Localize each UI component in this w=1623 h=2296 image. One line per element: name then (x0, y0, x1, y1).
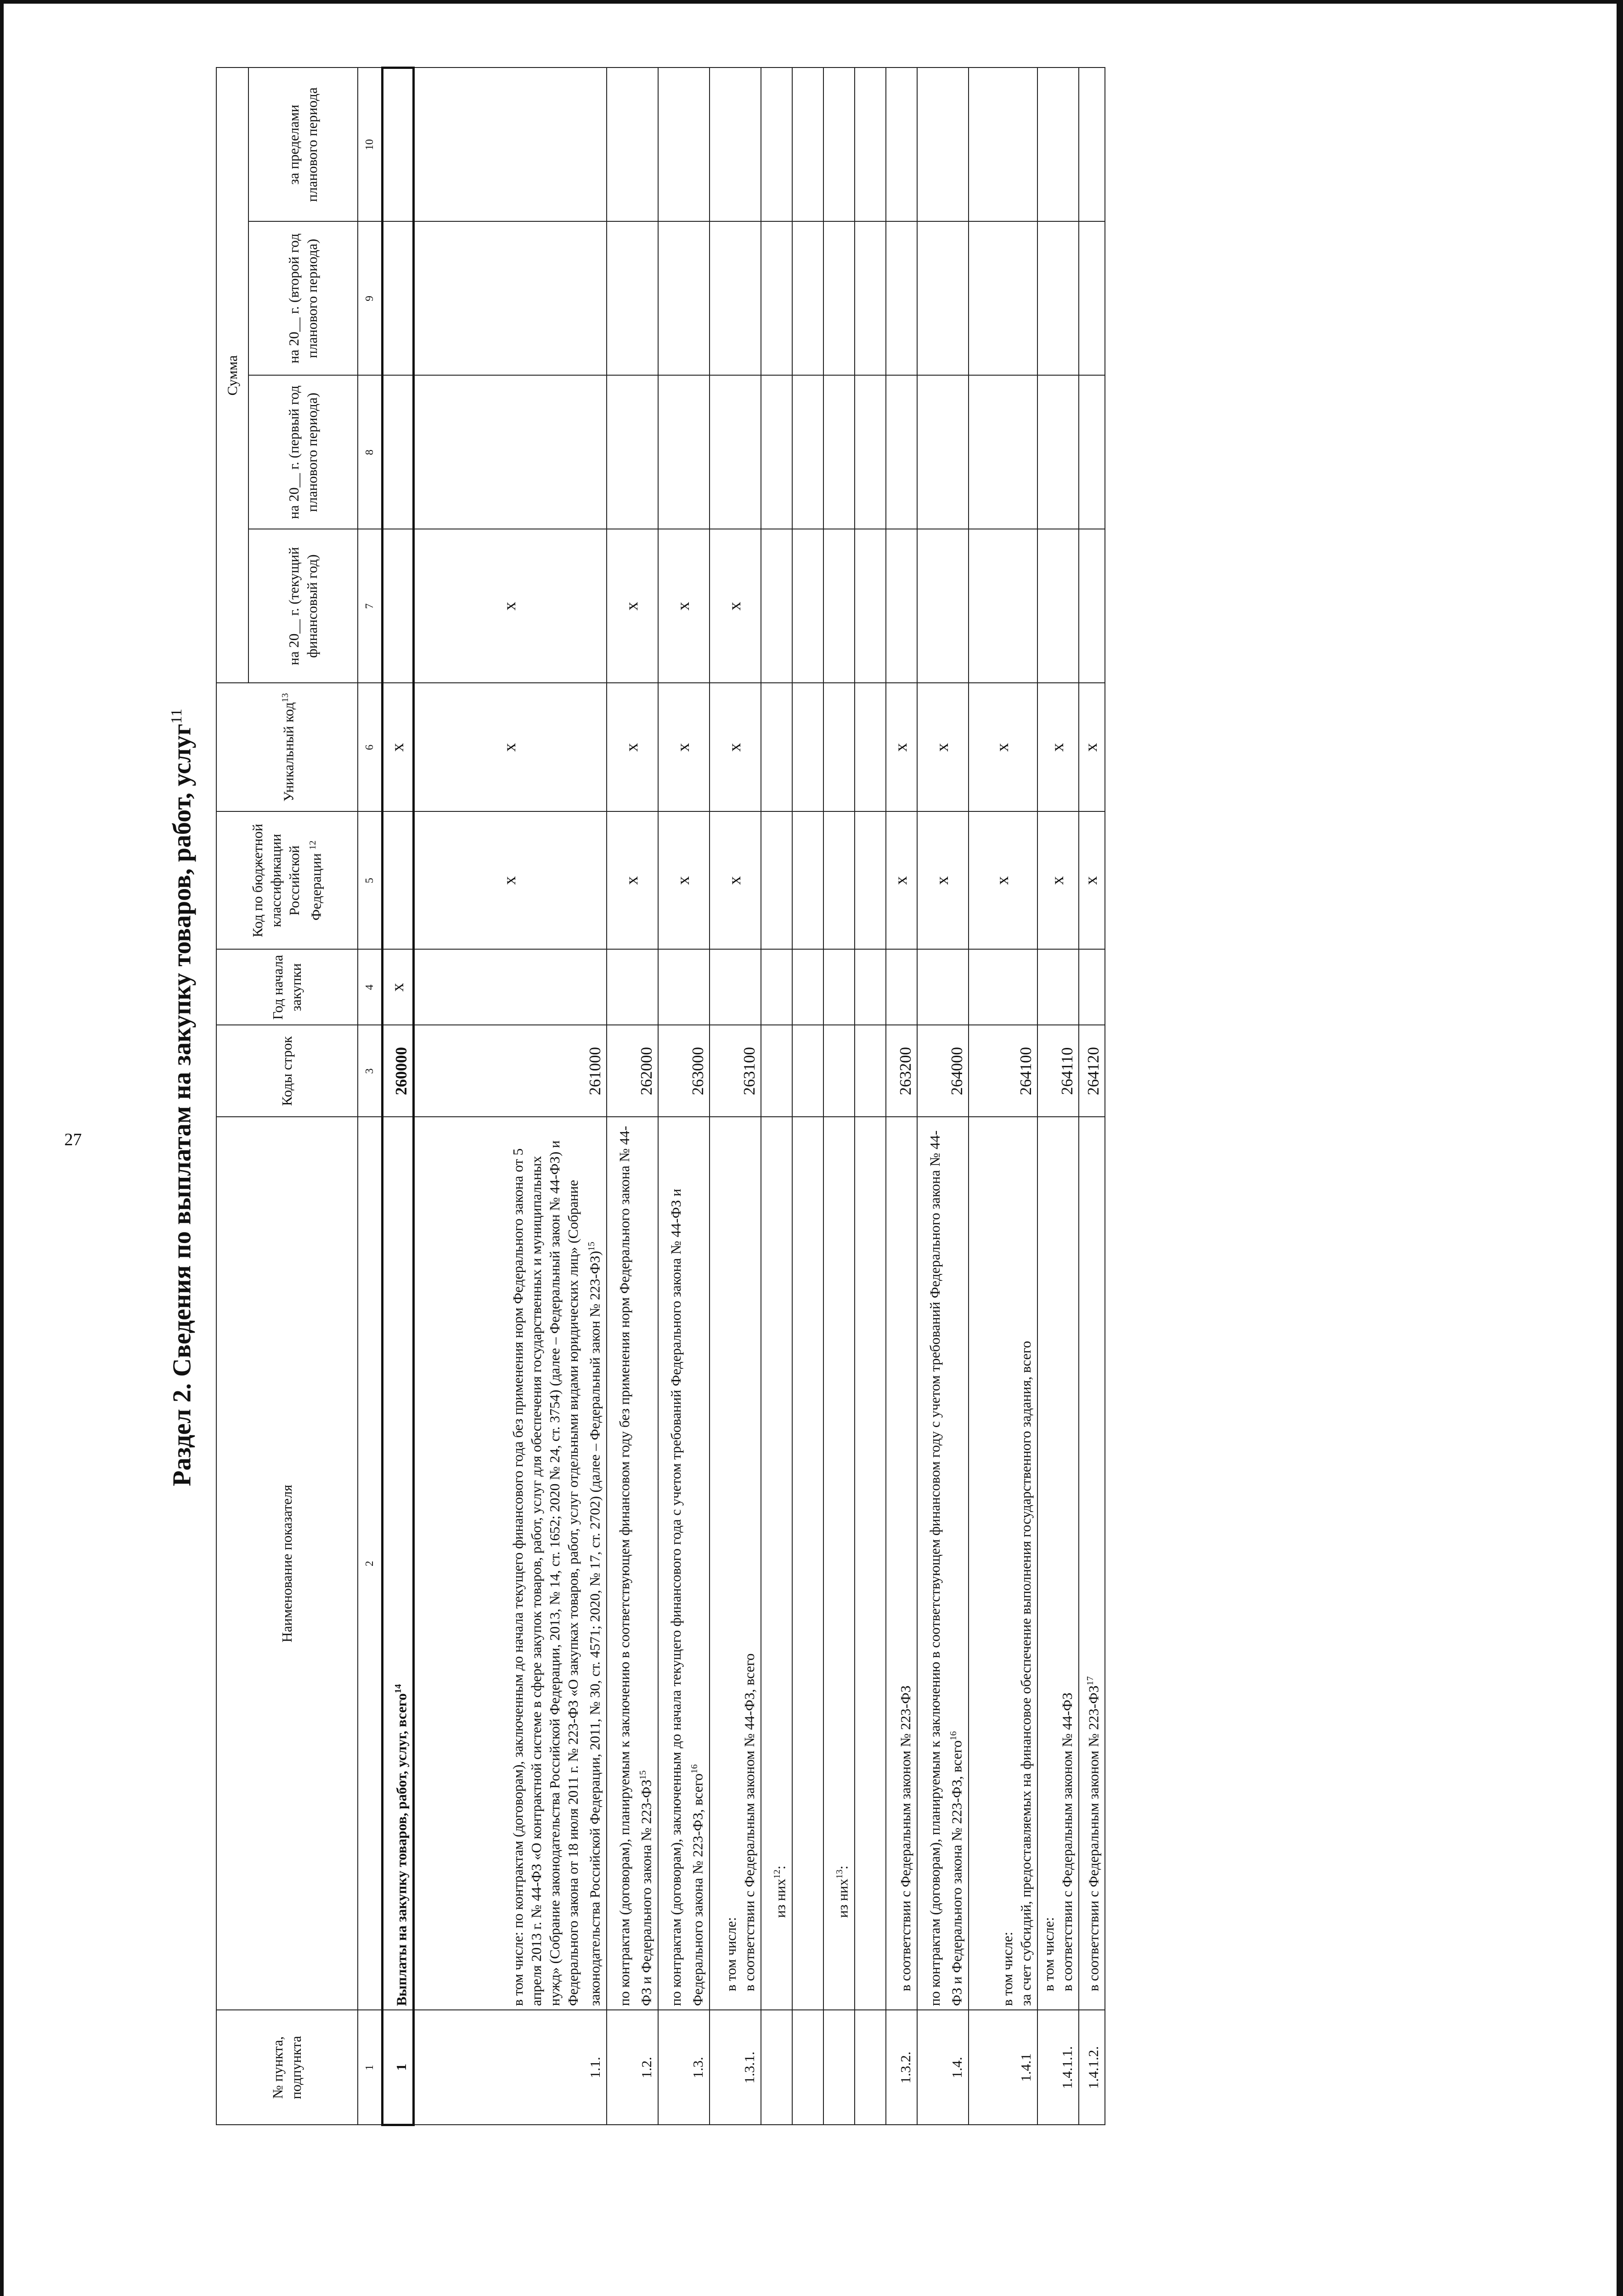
value-cell (1079, 222, 1105, 376)
value-cell (383, 529, 414, 683)
cross-mark: x (622, 876, 642, 885)
column-number: 6 (358, 683, 383, 812)
value-cell (969, 376, 1037, 529)
value-cell (886, 376, 917, 529)
cross-mark: x (673, 743, 693, 752)
value-cell (607, 376, 658, 529)
value-cell (823, 812, 855, 950)
table-row (1037, 68, 1079, 2125)
column-number: 2 (358, 1117, 383, 2010)
footnote-ref: 17 (1085, 1676, 1095, 1686)
header-unique-code: Уникальный код$^{13}$ (216, 683, 358, 812)
not-applicable-mark (886, 812, 917, 950)
indicator-name (917, 1117, 969, 2010)
name-text: в том числе: по контрактам (договорам), заключенным до начала текущего финансового года без применения норм Федерального закона от 5 апреля 2013 г. № 44-ФЗ «О контрактной системе в сфере закупок товаров, работ, услуг для обеспечения государственных и муниципальных нужд» (Собрание законодательства Российской Федерации, 2013, № 14, ст. 1652; 2020 № 24, ст. 3754) (далее – Федеральный закон № 44-ФЗ) и Федерального закона от 18 июля 2011 г. № 223-ФЗ «О закупках товаров, работ, услуг отдельными видами юридических лиц» (Собрание законодательства Российской Федерации, 2011, № 30, ст. 4571; 2020, № 17, ст. 2702) (далее – Федеральный закон № 223-ФЗ) (510, 1140, 603, 2006)
cross-mark: x (1082, 876, 1101, 885)
column-number: 7 (358, 529, 383, 683)
value-cell (1079, 376, 1105, 529)
column-number: 8 (358, 376, 383, 529)
footnote-ref: 15 (638, 1770, 648, 1780)
line-code: 261000 (414, 1025, 607, 1117)
value-cell (710, 222, 761, 376)
footnote-ref: 12 (772, 1869, 783, 1879)
line-code (855, 1025, 886, 1117)
value-cell (886, 529, 917, 683)
item-number (823, 2010, 855, 2125)
table-row (855, 68, 886, 2125)
value-cell (823, 376, 855, 529)
cross-mark: x (673, 602, 693, 611)
indicator-name (607, 1117, 658, 2010)
value-cell (969, 68, 1037, 221)
line-code (792, 1025, 823, 1117)
name-text: по контрактам (договорам), планируемым к заключению в соответствующем финансовом году с учетом требований Федерального закона № 44-ФЗ и Федерального закона № 223-ФЗ, всего (927, 1130, 965, 2006)
value-cell (792, 683, 823, 812)
footnote-ref: 15 (586, 1242, 597, 1251)
line-code: 263200 (886, 1025, 917, 1117)
value-cell (969, 222, 1037, 376)
name-text: по контрактам (договорам), планируемым к заключению в соответствующем финансовом году без применения норм Федерального закона № 44-ФЗ и Федерального закона № 223-ФЗ (616, 1125, 654, 2006)
table-row (969, 68, 1037, 2125)
column-number: 10 (358, 68, 383, 221)
value-cell (1037, 529, 1079, 683)
value-cell (607, 950, 658, 1025)
value-cell (969, 950, 1037, 1025)
cross-mark: x (992, 876, 1012, 885)
item-number: 1.4. (917, 2010, 969, 2125)
value-cell (855, 222, 886, 376)
footnote-ref: 16 (948, 1731, 959, 1741)
value-cell (886, 68, 917, 221)
not-applicable-mark (607, 529, 658, 683)
not-applicable-mark (658, 529, 710, 683)
not-applicable-mark (1079, 812, 1105, 950)
value-cell (823, 529, 855, 683)
not-applicable-mark (383, 950, 414, 1025)
column-number: 3 (358, 1025, 383, 1117)
indicator-name (1079, 1117, 1105, 2010)
footnote-ref: 16 (689, 1764, 700, 1774)
scan-border-right (1617, 0, 1623, 2296)
line-code: 264000 (917, 1025, 969, 1117)
line-code: 262000 (607, 1025, 658, 1117)
header-item-number: № пункта, подпункта (216, 2010, 358, 2125)
value-cell (761, 529, 792, 683)
value-cell (710, 68, 761, 221)
item-number (855, 2010, 886, 2125)
value-cell (886, 950, 917, 1025)
header-beyond-plan: за пределами планового периода (248, 68, 358, 221)
value-cell (761, 222, 792, 376)
column-number: 9 (358, 222, 383, 376)
not-applicable-mark (1037, 683, 1079, 812)
value-cell (383, 812, 414, 950)
value-cell (855, 812, 886, 950)
name-text: из них (834, 1879, 851, 1918)
not-applicable-mark (917, 812, 969, 950)
item-number: 1.3.1. (710, 2010, 761, 2125)
not-applicable-mark (607, 683, 658, 812)
cross-mark: x (500, 602, 520, 611)
table-row (607, 68, 658, 2125)
header-start-year: Год начала закупки (216, 950, 358, 1025)
cross-mark: x (725, 743, 744, 752)
cross-mark: x (388, 983, 407, 992)
not-applicable-mark (969, 812, 1037, 950)
table-row (823, 68, 855, 2125)
table-row (886, 68, 917, 2125)
value-cell (383, 222, 414, 376)
name-prefix: в том числе: (1040, 1917, 1057, 1992)
value-cell (855, 376, 886, 529)
item-number: 1.2. (607, 2010, 658, 2125)
value-cell (855, 950, 886, 1025)
name-text: в соответствии с Федеральным законом № 223-ФЗ (1085, 1685, 1101, 1992)
value-cell (761, 950, 792, 1025)
indicator-name (855, 1117, 886, 2010)
cross-mark: x (673, 876, 693, 885)
title-footnote: 11 (168, 709, 185, 724)
not-applicable-mark (414, 812, 607, 950)
cross-mark: x (388, 743, 407, 752)
value-cell (1037, 950, 1079, 1025)
value-cell (761, 376, 792, 529)
column-number-row (358, 68, 383, 2125)
value-cell (658, 950, 710, 1025)
rotated-page (161, 69, 1548, 2126)
value-cell (917, 376, 969, 529)
item-number: 1.4.1.2. (1079, 2010, 1105, 2125)
not-applicable-mark (383, 683, 414, 812)
line-code: 263100 (710, 1025, 761, 1117)
value-cell (855, 529, 886, 683)
value-cell (761, 812, 792, 950)
line-code: 263000 (658, 1025, 710, 1117)
line-code (823, 1025, 855, 1117)
value-cell (823, 68, 855, 221)
cross-mark: x (725, 876, 744, 885)
value-cell (823, 683, 855, 812)
footnote-ref: 13 (834, 1869, 845, 1879)
header-current-year: на 20__ г. (текущий финансовый год) (248, 529, 358, 683)
item-number: 1.1. (414, 2010, 607, 2125)
header-line-code: Коды строк (216, 1025, 358, 1117)
footnote-ref: 14 (393, 1684, 403, 1694)
indicator-name (383, 1117, 414, 2010)
line-code: 264100 (969, 1025, 1037, 1117)
value-cell (1079, 68, 1105, 221)
column-number: 4 (358, 950, 383, 1025)
page-number: 27 (64, 1130, 82, 1149)
cross-mark: x (932, 876, 952, 885)
header-second-plan-year: на 20__ г. (второй год планового периода) (248, 222, 358, 376)
value-cell (658, 376, 710, 529)
name-text: по контрактам (договорам), заключенным до начала текущего финансового года с учетом требований Федерального закона № 44-ФЗ и Федерального закона № 223-ФЗ, всего (668, 1188, 706, 2006)
scan-border-left (0, 0, 4, 2296)
indicator-name: из них$^{13}$: (823, 1117, 855, 2010)
not-applicable-mark (710, 812, 761, 950)
value-cell (792, 529, 823, 683)
not-applicable-mark (886, 683, 917, 812)
value-cell (1079, 950, 1105, 1025)
value-cell (792, 68, 823, 221)
not-applicable-mark (710, 529, 761, 683)
value-cell (710, 376, 761, 529)
header-budget-code: Код по бюджетной классификации Российской Федерации $^{12}$ (216, 812, 358, 950)
table-row (792, 68, 823, 2125)
value-cell (658, 68, 710, 221)
not-applicable-mark (658, 812, 710, 950)
not-applicable-mark (1079, 683, 1105, 812)
line-code: 260000 (383, 1025, 414, 1117)
cross-mark: x (1048, 743, 1067, 752)
item-number (792, 2010, 823, 2125)
section-title: Раздел 2. Сведения по выплатам на закупку товаров, работ, услуг$^{11}$ (168, 709, 197, 1486)
cross-mark: x (932, 743, 952, 752)
cross-mark: x (891, 743, 911, 752)
cross-mark: x (500, 743, 520, 752)
item-number: 1.4.1 (969, 2010, 1037, 2125)
value-cell (917, 529, 969, 683)
value-cell (1037, 376, 1079, 529)
value-cell (792, 376, 823, 529)
table-row (414, 68, 607, 2125)
value-cell (710, 950, 761, 1025)
value-cell (1037, 222, 1079, 376)
value-cell (1037, 68, 1079, 221)
name-prefix: в том числе: (999, 1931, 1015, 2006)
table-row (1079, 68, 1105, 2125)
item-number: 1.4.1.1. (1037, 2010, 1079, 2125)
value-cell (414, 68, 607, 221)
name-text: из них (772, 1879, 789, 1918)
name-text: в соответствии с Федеральным законом № 44-ФЗ (1059, 1692, 1075, 1992)
item-number: 1.3.2. (886, 2010, 917, 2125)
cross-mark: x (1048, 876, 1067, 885)
column-number: 5 (358, 812, 383, 950)
header-indicator-name: Наименование показателя (216, 1117, 358, 2010)
value-cell (383, 376, 414, 529)
table-row (710, 68, 761, 2125)
value-cell (1079, 529, 1105, 683)
cross-mark: x (891, 876, 911, 885)
not-applicable-mark (710, 683, 761, 812)
value-cell (855, 68, 886, 221)
cross-mark: x (992, 743, 1012, 752)
not-applicable-mark (658, 683, 710, 812)
header-sum-group: Сумма (216, 68, 248, 683)
not-applicable-mark (414, 683, 607, 812)
not-applicable-mark (969, 683, 1037, 812)
value-cell (917, 950, 969, 1025)
value-cell (792, 950, 823, 1025)
not-applicable-mark (607, 812, 658, 950)
table-row (383, 68, 414, 2125)
name-text: в соответствии с Федеральным законом № 44-ФЗ, всего (741, 1653, 757, 1992)
indicator-name (792, 1117, 823, 2010)
indicator-name (658, 1117, 710, 2010)
header-first-plan-year: на 20__ г. (первый год планового периода) (248, 376, 358, 529)
value-cell (607, 222, 658, 376)
purchases-table (216, 67, 1105, 2126)
not-applicable-mark (1037, 812, 1079, 950)
value-cell (607, 68, 658, 221)
value-cell (969, 529, 1037, 683)
value-cell (383, 68, 414, 221)
indicator-name (969, 1117, 1037, 2010)
value-cell (761, 68, 792, 221)
not-applicable-mark (917, 683, 969, 812)
value-cell (792, 812, 823, 950)
table-body (383, 68, 1105, 2125)
value-cell (917, 68, 969, 221)
value-cell (658, 222, 710, 376)
indicator-name (886, 1117, 917, 2010)
line-code: 264110 (1037, 1025, 1079, 1117)
line-code (761, 1025, 792, 1117)
name-text: в соответствии с Федеральным законом № 223-ФЗ (897, 1685, 913, 1992)
item-number: 1 (383, 2010, 414, 2125)
value-cell (414, 222, 607, 376)
value-cell (823, 950, 855, 1025)
table-row (761, 68, 792, 2125)
value-cell (414, 376, 607, 529)
indicator-name (710, 1117, 761, 2010)
value-cell (792, 222, 823, 376)
name-text: за счет субсидий, предоставляемых на финансовое обеспечение выполнения государственного задания, всего (1017, 1341, 1034, 2006)
value-cell (855, 683, 886, 812)
indicator-name (1037, 1117, 1079, 2010)
value-cell (917, 222, 969, 376)
scan-border-top (0, 0, 1623, 4)
table-row (917, 68, 969, 2125)
cross-mark: x (500, 876, 520, 885)
indicator-name (414, 1117, 607, 2010)
value-cell (761, 683, 792, 812)
value-cell (886, 222, 917, 376)
cross-mark: x (622, 602, 642, 611)
not-applicable-mark (414, 529, 607, 683)
cross-mark: x (622, 743, 642, 752)
line-code: 264120 (1079, 1025, 1105, 1117)
item-number (761, 2010, 792, 2125)
column-number: 1 (358, 2010, 383, 2125)
cross-mark: x (725, 602, 744, 611)
name-prefix: в том числе: (722, 1917, 739, 1992)
cross-mark: x (1082, 743, 1101, 752)
value-cell (823, 222, 855, 376)
value-cell (414, 950, 607, 1025)
name-text: Выплаты на закупку товаров, работ, услуг, всего (393, 1693, 409, 2006)
indicator-name: из них$^{12}$: (761, 1117, 792, 2010)
item-number: 1.3. (658, 2010, 710, 2125)
table-row (658, 68, 710, 2125)
